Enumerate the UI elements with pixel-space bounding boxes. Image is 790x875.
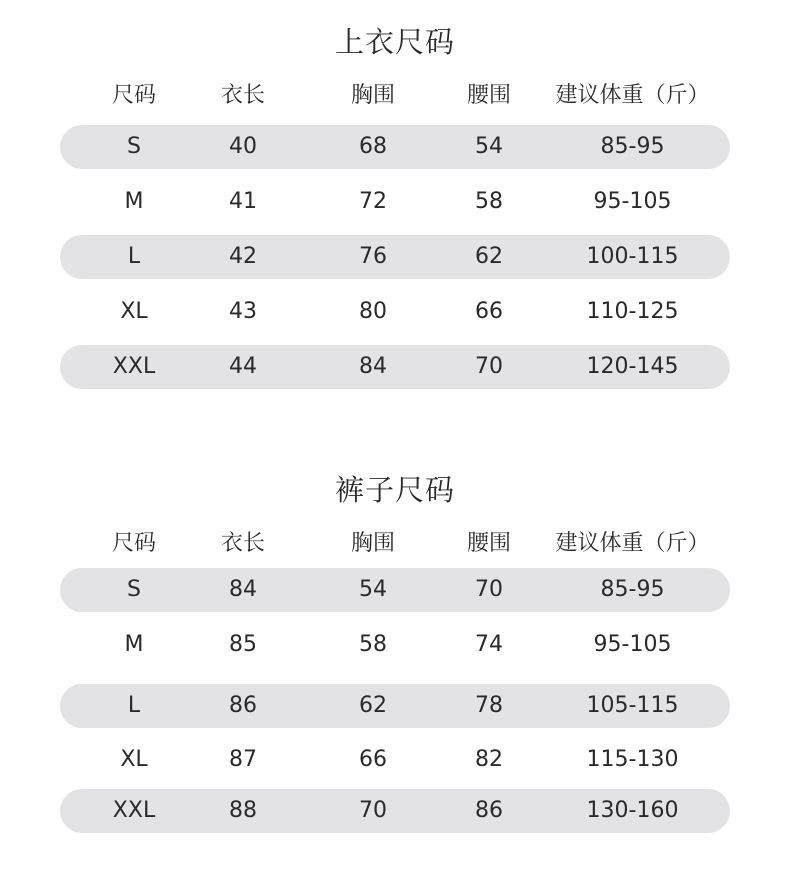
weight-cell: 115-130 <box>586 747 679 772</box>
size-cell: S <box>127 134 141 159</box>
table-row <box>0 345 790 389</box>
table-row <box>0 789 790 833</box>
chest-cell: 54 <box>359 577 387 602</box>
length-cell: 44 <box>229 354 257 379</box>
table-row <box>0 290 790 334</box>
weight-cell: 100-115 <box>586 244 679 269</box>
table-row <box>0 684 790 728</box>
weight-cell: 95-105 <box>593 189 672 214</box>
weight-cell: 95-105 <box>593 632 672 657</box>
size-cell: M <box>124 189 144 214</box>
weight-cell: 105-115 <box>586 693 679 718</box>
header-size: 尺码 <box>111 531 156 556</box>
waist-cell: 70 <box>475 577 503 602</box>
length-cell: 87 <box>229 747 257 772</box>
weight-cell: 85-95 <box>600 134 665 159</box>
header-waist: 腰围 <box>466 83 511 108</box>
header-weight: 建议体重（斤） <box>555 83 710 108</box>
table-row <box>0 623 790 667</box>
weight-cell: 120-145 <box>586 354 679 379</box>
tops-title: 上衣尺码 <box>334 25 455 59</box>
length-cell: 84 <box>229 577 257 602</box>
waist-cell: 54 <box>475 134 503 159</box>
chest-cell: 58 <box>359 632 387 657</box>
length-cell: 43 <box>229 299 257 324</box>
length-cell: 41 <box>229 189 257 214</box>
waist-cell: 78 <box>475 693 503 718</box>
chest-cell: 72 <box>359 189 387 214</box>
header-chest: 胸围 <box>350 83 395 108</box>
header-size: 尺码 <box>111 83 156 108</box>
length-cell: 40 <box>229 134 257 159</box>
size-cell: XXL <box>112 798 156 823</box>
chest-cell: 80 <box>359 299 387 324</box>
table-row <box>0 738 790 782</box>
size-cell: XL <box>120 299 148 324</box>
size-cell: M <box>124 632 144 657</box>
length-cell: 86 <box>229 693 257 718</box>
chest-cell: 68 <box>359 134 387 159</box>
chest-cell: 70 <box>359 798 387 823</box>
header-waist: 腰围 <box>466 531 511 556</box>
waist-cell: 58 <box>475 189 503 214</box>
header-length: 衣长 <box>220 83 265 108</box>
waist-cell: 86 <box>475 798 503 823</box>
header-chest: 胸围 <box>350 531 395 556</box>
waist-cell: 74 <box>475 632 503 657</box>
waist-cell: 66 <box>475 299 503 324</box>
table-row <box>0 180 790 224</box>
chest-cell: 66 <box>359 747 387 772</box>
length-cell: 88 <box>229 798 257 823</box>
waist-cell: 62 <box>475 244 503 269</box>
length-cell: 42 <box>229 244 257 269</box>
table-row <box>0 568 790 612</box>
pants-title: 裤子尺码 <box>334 473 455 507</box>
size-cell: XXL <box>112 354 156 379</box>
chest-cell: 62 <box>359 693 387 718</box>
pants-header-row <box>0 522 790 566</box>
table-row <box>0 125 790 169</box>
length-cell: 85 <box>229 632 257 657</box>
weight-cell: 130-160 <box>586 798 679 823</box>
size-cell: S <box>127 577 141 602</box>
size-cell: XL <box>120 747 148 772</box>
table-row <box>0 235 790 279</box>
waist-cell: 82 <box>475 747 503 772</box>
size-cell: L <box>127 244 141 269</box>
header-length: 衣长 <box>220 531 265 556</box>
waist-cell: 70 <box>475 354 503 379</box>
chest-cell: 84 <box>359 354 387 379</box>
weight-cell: 85-95 <box>600 577 665 602</box>
chest-cell: 76 <box>359 244 387 269</box>
header-weight: 建议体重（斤） <box>555 531 710 556</box>
tops-header-row <box>0 74 790 118</box>
size-cell: L <box>127 693 141 718</box>
weight-cell: 110-125 <box>586 299 679 324</box>
